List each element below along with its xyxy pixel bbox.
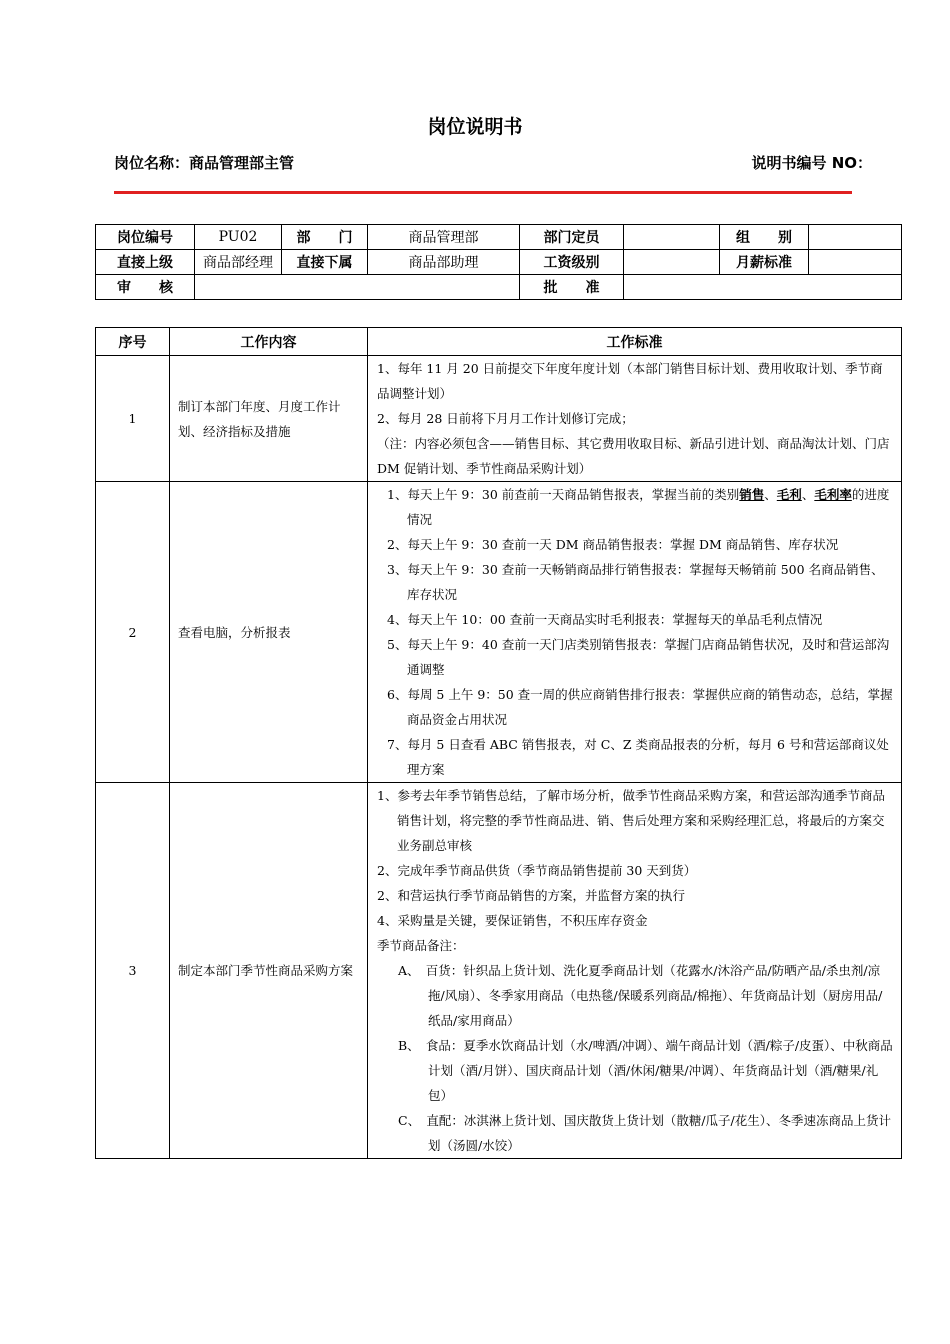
- label-review: 审 核: [96, 275, 195, 300]
- value-headcount: [624, 225, 720, 250]
- season-note-item: A、 百货：针织品上货计划、洗化夏季商品计划（花露水/沐浴产品/防晒产品/杀虫剂/凉拖/风扇）、冬季家用商品（电热毯/保暖系列商品/棉拖）、年货商品计划（厨房用品/纸品/家用商品）: [398, 963, 883, 1028]
- row-number: 1: [96, 356, 170, 482]
- standard-item: 5、每天上午 9：40 查前一天门店类别销售报表：掌握门店商品销售状况，及时和营运部沟通调整: [387, 637, 890, 677]
- value-group: [809, 225, 902, 250]
- work-content: 制定本部门季节性商品采购方案: [170, 783, 368, 1159]
- keyword-sales: 销售: [739, 487, 765, 502]
- position-info-table: [95, 224, 902, 300]
- document-title: 岗位说明书: [427, 116, 523, 138]
- value-direct-superior: 商品部经理: [195, 250, 282, 275]
- position-name: 岗位名称：商品管理部主管: [114, 154, 295, 172]
- label-direct-superior: 直接上级: [96, 250, 195, 275]
- standard-item: 2、完成年季节商品供货（季节商品销售提前 30 天到货）: [377, 863, 697, 878]
- work-content: 制订本部门年度、月度工作计划、经济指标及措施: [170, 356, 368, 482]
- season-note-title: 季节商品备注：: [377, 938, 465, 953]
- standard-item: 2、和营运执行季节商品销售的方案，并监督方案的执行: [377, 888, 685, 903]
- info-row-1: [96, 225, 902, 250]
- row-number: 2: [96, 482, 170, 783]
- info-row-2: [96, 250, 902, 275]
- standard-item: 1、每年 11 月 20 日前提交下年度年度计划（本部门销售目标计划、费用收取计划、季节商品调整计划）: [377, 361, 883, 401]
- value-department: 商品管理部: [368, 225, 520, 250]
- value-salary-grade: [624, 250, 720, 275]
- red-divider: [114, 191, 852, 194]
- table-row: [96, 356, 902, 482]
- table-row: [96, 482, 902, 783]
- header-standard: 工作标准: [368, 328, 902, 356]
- value-position-code: PU02: [195, 225, 282, 250]
- value-review: [195, 275, 520, 300]
- work-standard: [368, 482, 902, 783]
- header-no: 序号: [96, 328, 170, 356]
- row-number: 3: [96, 783, 170, 1159]
- work-header-row: [96, 328, 902, 356]
- label-direct-subordinate: 直接下属: [282, 250, 368, 275]
- document-number: 说明书编号 NO：: [751, 154, 872, 172]
- value-direct-subordinate: 商品部助理: [368, 250, 520, 275]
- standard-item: 1、参考去年季节销售总结，了解市场分析，做季节性商品采购方案，和营运部沟通季节商品销售计划，将完整的季节性商品进、销、售后处理方案和采购经理汇总，将最后的方案交业务副总审核: [377, 788, 885, 853]
- work-standards-table: [95, 327, 902, 1159]
- label-monthly-salary: 月薪标准: [720, 250, 809, 275]
- keyword-gross-profit: 毛利: [776, 487, 802, 502]
- season-note-item: C、 直配：冰淇淋上货计划、国庆散货上货计划（散糖/瓜子/花生）、冬季速冻商品上货计划（汤圆/水饺）: [398, 1113, 891, 1153]
- label-approval: 批 准: [520, 275, 624, 300]
- standard-item: 4、采购量是关键，要保证销售，不积压库存资金: [377, 913, 648, 928]
- standard-item: 3、每天上午 9：30 查前一天畅销商品排行销售报表：掌握每天畅销前 500 名商品销售、库存状况: [387, 562, 884, 602]
- season-note-item: B、 食品：夏季水饮商品计划（水/啤酒/冲调）、端午商品计划（酒/粽子/皮蛋）、中秋商品计划（酒/月饼）、国庆商品计划（酒/休闲/糖果/冲调）、年货商品计划（酒/糖果/礼包）: [398, 1038, 893, 1103]
- standard-item: 6、每周 5 上午 9：50 查一周的供应商销售排行报表：掌握供应商的销售动态，总结，掌握商品资金占用状况: [387, 687, 893, 727]
- label-headcount: 部门定员: [520, 225, 624, 250]
- standard-item: 2、每天上午 9：30 查前一天 DM 商品销售报表：掌握 DM 商品销售、库存状况: [387, 537, 839, 552]
- value-approval: [624, 275, 902, 300]
- info-row-3: [96, 275, 902, 300]
- work-content: 查看电脑，分析报表: [170, 482, 368, 783]
- standard-item: 2、每月 28 日前将下月月工作计划修订完成；: [377, 411, 634, 426]
- standard-item: 4、每天上午 10：00 查前一天商品实时毛利报表：掌握每天的单品毛利点情况: [387, 612, 823, 627]
- standard-item: 7、每月 5 日查看 ABC 销售报表，对 C、Z 类商品报表的分析，每月 6 号和营运部商议处理方案: [387, 737, 889, 777]
- header-content: 工作内容: [170, 328, 368, 356]
- label-position-code: 岗位编号: [96, 225, 195, 250]
- value-monthly-salary: [809, 250, 902, 275]
- label-group: 组 别: [720, 225, 809, 250]
- standard-item: 1、每天上午 9：30 前查前一天商品销售报表，掌握当前的类别销售、毛利、毛利率的进度情况: [387, 487, 890, 527]
- label-department: 部 门: [282, 225, 368, 250]
- label-salary-grade: 工资级别: [520, 250, 624, 275]
- work-standard: [368, 783, 902, 1159]
- standard-note: （注：内容必须包含——销售目标、其它费用收取目标、新品引进计划、商品淘汰计划、门店 DM 促销计划、季节性商品采购计划）: [377, 436, 890, 476]
- keyword-gross-margin: 毛利率: [814, 487, 852, 502]
- table-row: [96, 783, 902, 1159]
- work-standard: [368, 356, 902, 482]
